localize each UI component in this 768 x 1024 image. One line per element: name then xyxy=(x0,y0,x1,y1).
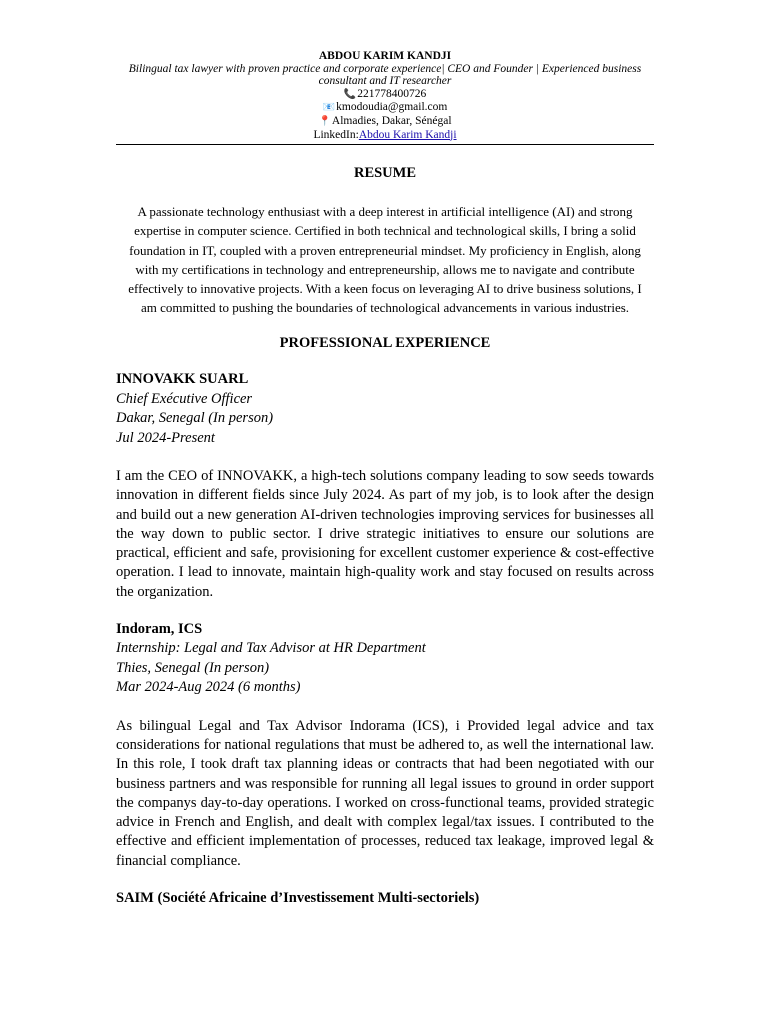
resume-page xyxy=(116,50,654,908)
envelope-icon: 📧 xyxy=(322,102,336,114)
candidate-tagline: Bilingual tax lawyer with proven practice and corporate experience| CEO and Founder | Experienced business consultant and IT researcher xyxy=(128,62,642,88)
pin-icon: 📍 xyxy=(318,115,331,127)
location-line xyxy=(116,115,654,129)
job-role: Internship: Legal and Tax Advisor at HR Department xyxy=(116,640,426,657)
contact-header xyxy=(116,50,654,141)
job-description: As bilingual Legal and Tax Advisor Indorama (ICS), i Provided legal advice and tax considerations for national regulations that must be adhered to, as well the international law. In this role, I took draft tax planning ideas or contracts that had been negotiated with our business partners and was responsible for running all legal issues to ground in order support the companys day-to-day operations. I worked on cross-functional teams, provided strategic advice in French and English, and dealt with complex legal/tax issues. I contributed to the effective and efficient implementation of processes, reduced tax leakage, improved legal & financial compliance. xyxy=(116,717,654,869)
linkedin-line xyxy=(116,129,654,142)
job-company: SAIM (Société Africaine d’Investissement Multi-sectoriels) xyxy=(116,890,480,907)
phone-line xyxy=(116,88,654,102)
job-description: I am the CEO of INNOVAKK, a high-tech solutions company leading to sow seeds towards innovation in different fields since July 2024. As part of my job, is to look after the design and build out a new generation AI-driven technologies improving services for businesses all the way down to public sector. I drive strategic initiatives to ensure our solutions are practical, efficient and safe, provisioning for excellent customer experience & cost-effective operation. I lead to innovate, maintain high-quality work and stay focused on results across the organization. xyxy=(116,468,654,600)
candidate-name: ABDOU KARIM KANDJI xyxy=(318,50,452,62)
job-location: Dakar, Senegal (In person) xyxy=(116,410,274,427)
linkedin-link[interactable]: Abdou Karim Kandji xyxy=(358,128,457,141)
experience-heading: PROFESSIONAL EXPERIENCE xyxy=(279,335,491,352)
header-divider xyxy=(116,144,654,145)
job-entry-innovakk xyxy=(116,370,654,448)
job-role: Chief Exécutive Officer xyxy=(116,390,253,407)
location-text: Almadies, Dakar, Sénégal xyxy=(331,114,452,127)
phone-icon: 📞 xyxy=(343,88,357,100)
summary-paragraph: A passionate technology enthusiast with a deep interest in artificial intelligence (AI) and strong expertise in computer science. Certified in both technical and technological skills, I bring a solid foundation in IT, coupled with a proven entrepreneurial mindset. My proficiency in English, along with my certifications in technology and entrepreneurship, allows me to navigate and contribute effectively to innovative projects. With a keen focus on leveraging AI to drive business solutions, I am committed to pushing the boundaries of technological advancements in various industries. xyxy=(128,204,642,316)
resume-heading: RESUME xyxy=(353,165,417,182)
phone-number: 221778400726 xyxy=(357,87,427,100)
job-dates: Jul 2024-Present xyxy=(116,429,215,446)
email-address: kmodoudia@gmail.com xyxy=(336,101,448,114)
job-entry-indorama xyxy=(116,620,654,698)
job-company: INNOVAKK SUARL xyxy=(116,371,249,388)
email-line xyxy=(116,101,654,115)
job-location: Thies, Senegal (In person) xyxy=(116,659,270,676)
job-company: Indoram, ICS xyxy=(116,621,203,638)
job-dates: Mar 2024-Aug 2024 (6 months) xyxy=(116,679,301,696)
linkedin-label: LinkedIn: xyxy=(313,128,359,141)
